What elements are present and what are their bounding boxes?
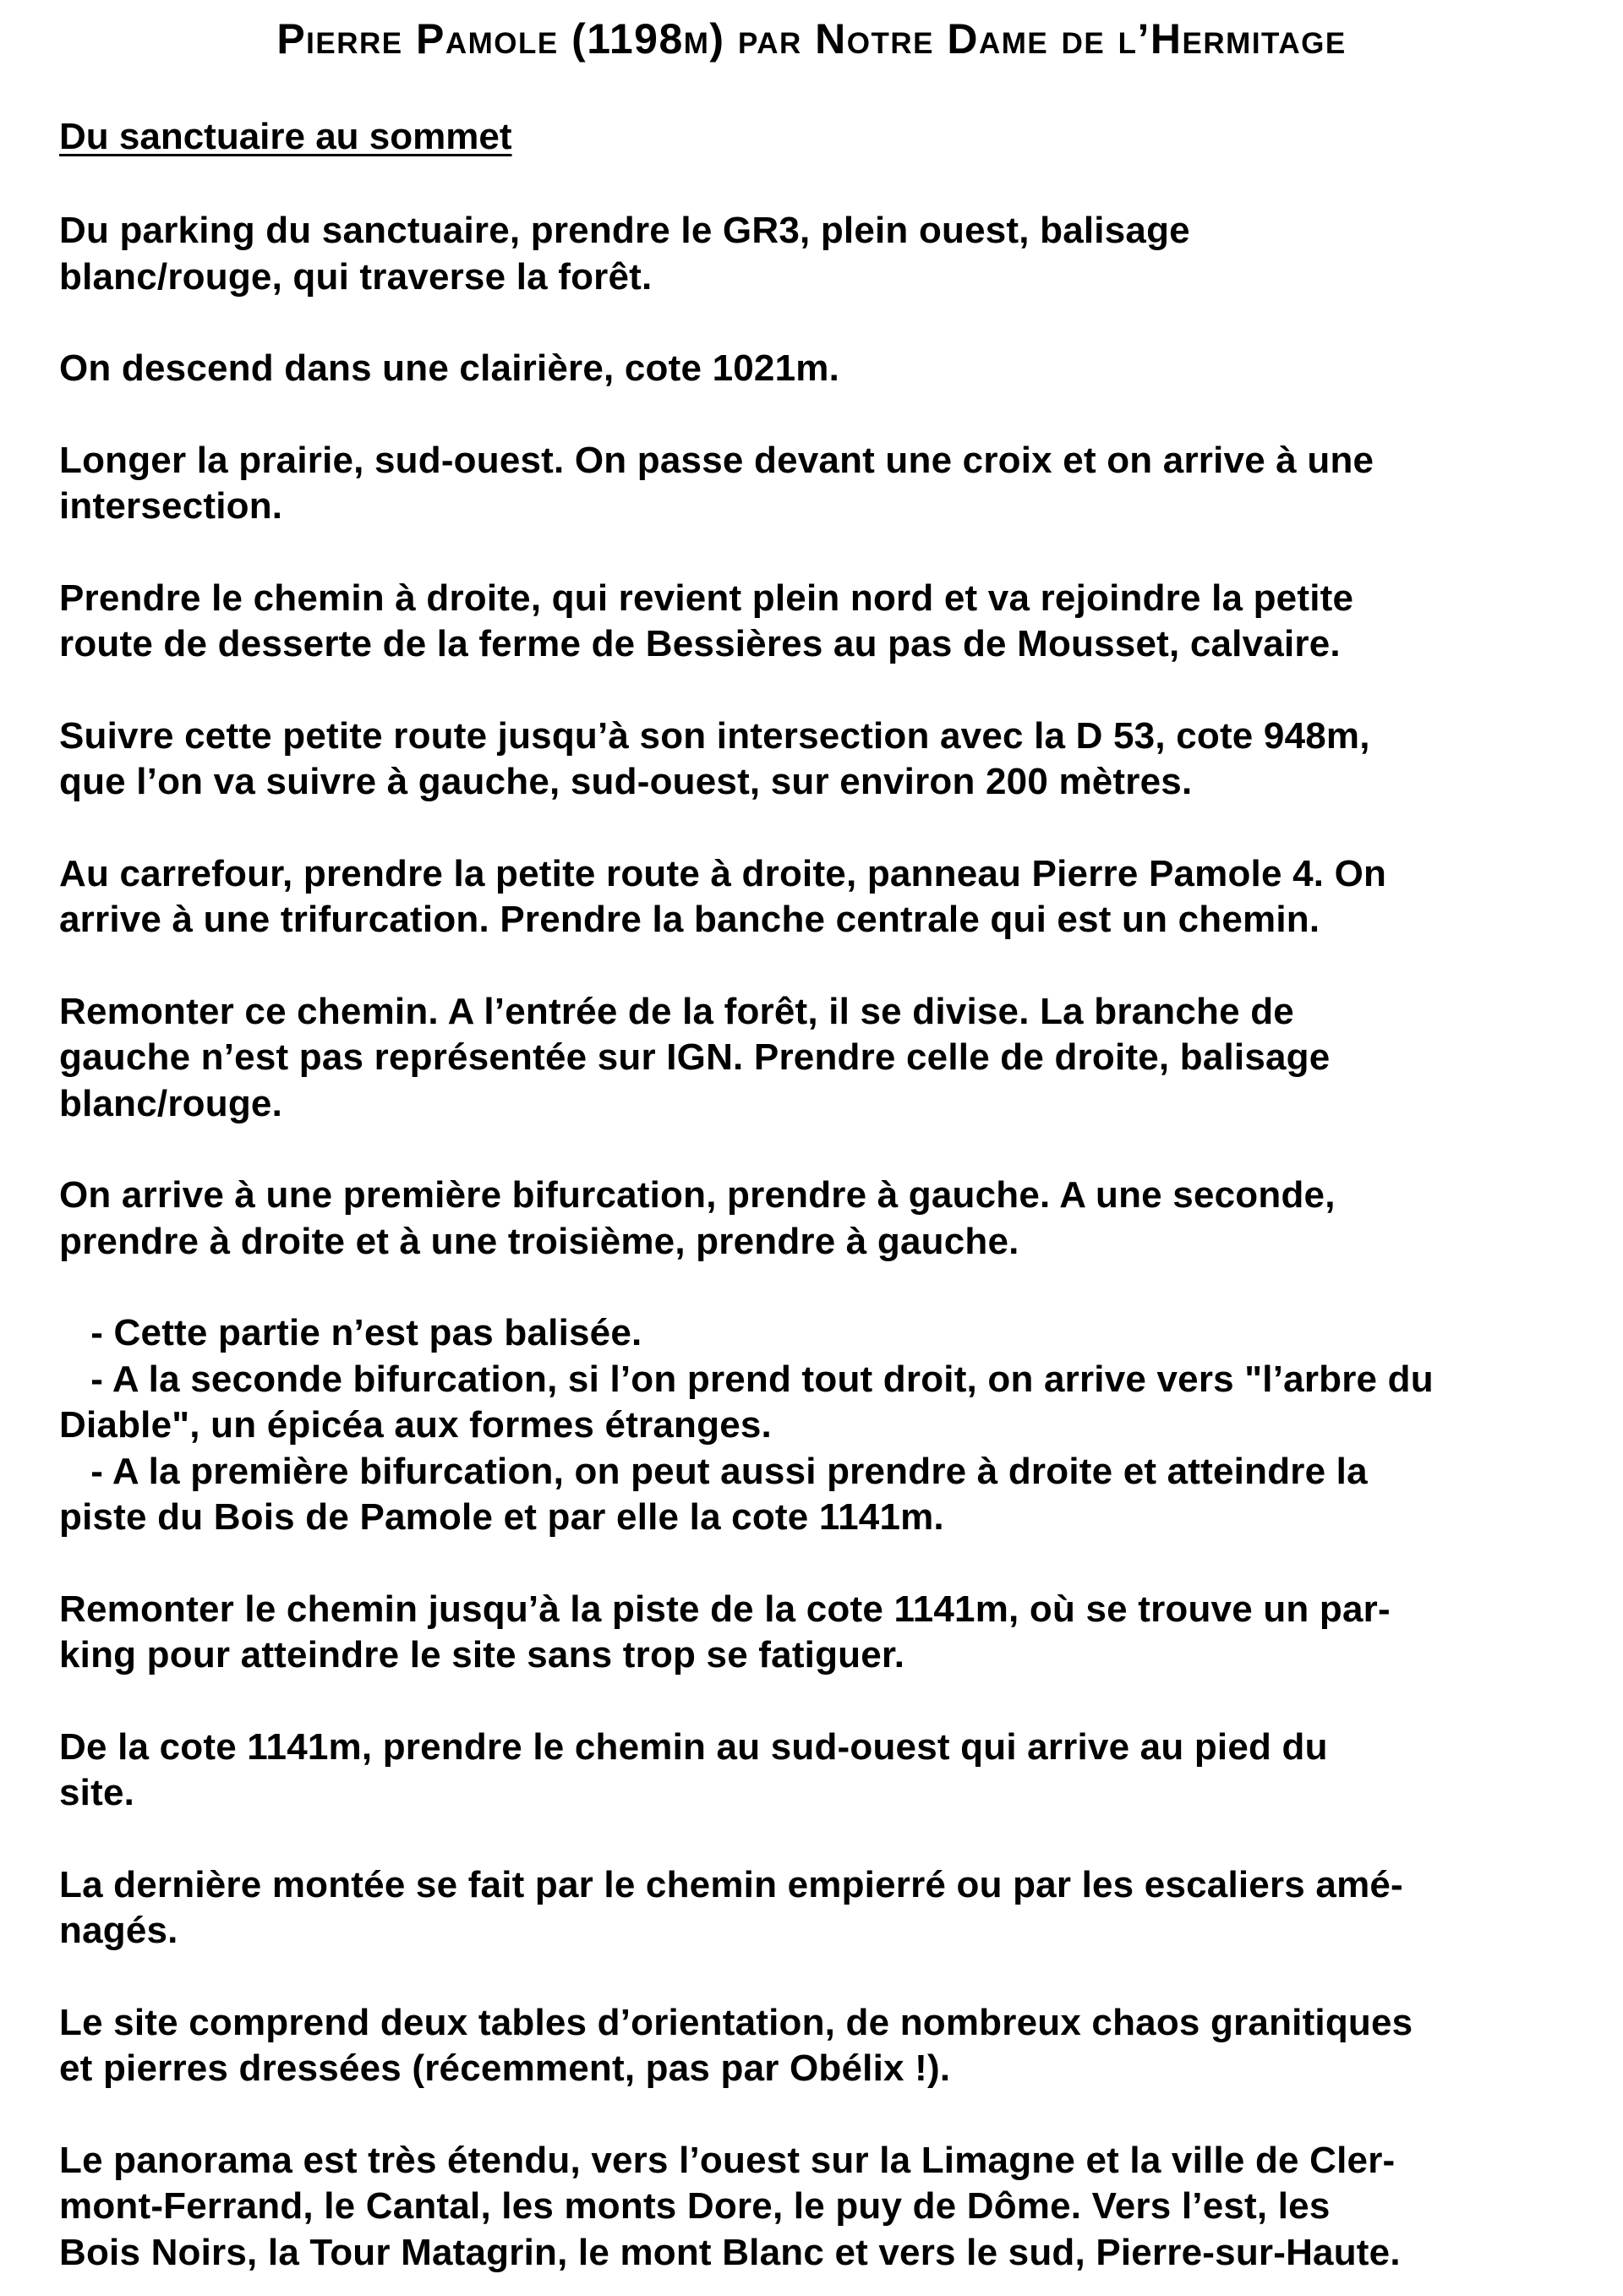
paragraph-line: La dernière montée se fait par le chemin empierré ou par les escaliers amé- — [59, 1863, 1403, 1905]
paragraph-line: - A la première bifurcation, on peut aussi prendre à droite et atteindre la — [59, 1450, 1368, 1492]
paragraph-line: blanc/rouge. — [59, 1082, 282, 1124]
paragraph-line: prendre à droite et à une troisième, prendre à gauche. — [59, 1220, 1019, 1262]
paragraph-line: De la cote 1141m, prendre le chemin au sud-ouest qui arrive au pied du — [59, 1725, 1328, 1768]
paragraph — [59, 1310, 1581, 1541]
section-heading: Du sanctuaire au sommet — [59, 116, 512, 157]
paragraph-line: Au carrefour, prendre la petite route à droite, panneau Pierre Pamole 4. On — [59, 852, 1387, 894]
paragraph — [59, 1173, 1581, 1265]
paragraph-line: - A la seconde bifurcation, si l’on prend tout droit, on arrive vers "l’arbre du — [59, 1358, 1434, 1400]
paragraph-line: Bois Noirs, la Tour Matagrin, le mont Blanc et vers le sud, Pierre-sur-Haute. — [59, 2231, 1401, 2273]
paragraph-line: Prendre le chemin à droite, qui revient plein nord et va rejoindre la petite — [59, 577, 1354, 619]
paragraph — [59, 2000, 1581, 2092]
paragraph — [59, 1725, 1581, 1817]
paragraph-list — [59, 208, 1581, 2276]
paragraph — [59, 713, 1581, 806]
paragraph-line: blanc/rouge, qui traverse la forêt. — [59, 255, 653, 298]
paragraph — [59, 2138, 1581, 2277]
paragraph-line: - Cette partie n’est pas balisée. — [59, 1312, 642, 1353]
paragraph — [59, 576, 1581, 668]
paragraph-line: mont-Ferrand, le Cantal, les monts Dore, le puy de Dôme. Vers l’est, les — [59, 2185, 1331, 2227]
paragraph — [59, 1587, 1581, 1679]
paragraph-line: gauche n’est pas représentée sur IGN. Prendre celle de droite, balisage — [59, 1036, 1331, 1078]
paragraph-line: Le site comprend deux tables d’orientation, de nombreux chaos granitiques — [59, 2001, 1413, 2043]
document-title: Pierre Pamole (1198m) par Notre Dame de l’Hermitage — [276, 15, 1347, 63]
paragraph — [59, 208, 1581, 300]
paragraph-line: Remonter le chemin jusqu’à la piste de la cote 1141m, où se trouve un par- — [59, 1588, 1391, 1630]
paragraph-line: nagés. — [59, 1910, 178, 1951]
paragraph-line: Du parking du sanctuaire, prendre le GR3, plein ouest, balisage — [59, 210, 1190, 251]
paragraph — [59, 851, 1581, 943]
paragraph-line: Diable", un épicéa aux formes étranges. — [59, 1404, 772, 1446]
paragraph-line: piste du Bois de Pamole et par elle la cote 1141m. — [59, 1496, 944, 1538]
paragraph-line: et pierres dressées (récemment, pas par Obélix !). — [59, 2047, 951, 2089]
paragraph-line: Suivre cette petite route jusqu’à son intersection avec la D 53, cote 948m, — [59, 714, 1370, 757]
paragraph-line: Le panorama est très étendu, vers l’ouest sur la Limagne et la ville de Cler- — [59, 2139, 1396, 2181]
paragraph — [59, 438, 1581, 530]
paragraph-line: que l’on va suivre à gauche, sud-ouest, sur environ 200 mètres. — [59, 761, 1193, 802]
paragraph — [59, 989, 1581, 1128]
paragraph-line: intersection. — [59, 485, 283, 527]
document-page — [59, 0, 1581, 2276]
paragraph-line: arrive à une trifurcation. Prendre la banche centrale qui est un chemin. — [59, 899, 1320, 940]
paragraph-line: On arrive à une première bifurcation, prendre à gauche. A une seconde, — [59, 1174, 1336, 1216]
paragraph-line: On descend dans une clairière, cote 1021m. — [59, 347, 840, 389]
paragraph-line: route de desserte de la ferme de Bessières au pas de Mousset, calvaire. — [59, 623, 1341, 664]
paragraph-line: Longer la prairie, sud-ouest. On passe devant une croix et on arrive à une — [59, 439, 1374, 481]
paragraph — [59, 346, 1581, 392]
paragraph — [59, 1862, 1581, 1954]
paragraph-line: king pour atteindre le site sans trop se fatiguer. — [59, 1634, 905, 1676]
paragraph-line: Remonter ce chemin. A l’entrée de la forêt, il se divise. La branche de — [59, 990, 1294, 1032]
paragraph-line: site. — [59, 1772, 135, 1813]
